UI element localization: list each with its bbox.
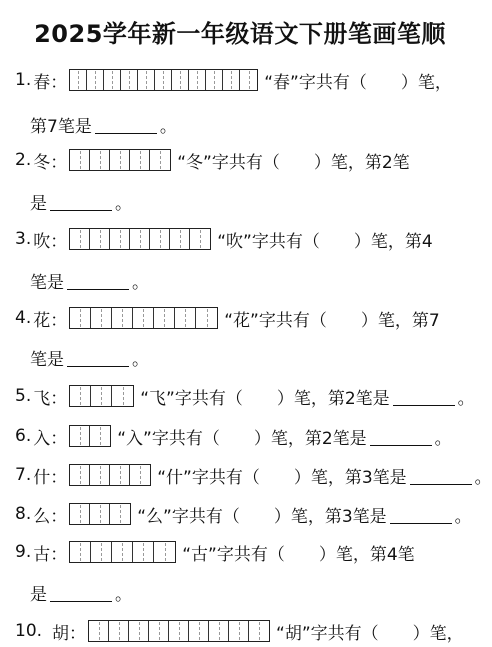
grid-cell [129,621,149,641]
question-text-cont: 笔是 [30,349,64,370]
grid-cell [172,70,189,90]
question-text: “冬”字共有（ ）笔，第2笔 [177,152,410,173]
question-text: “古”字共有（ ）笔，第4笔 [182,544,415,565]
grid-cell [189,621,209,641]
grid-cell [175,308,196,328]
period: 。 [457,388,475,409]
question-number: 10. [15,621,43,641]
grid-cell [190,229,210,249]
question-10 [15,617,464,645]
period: 。 [132,349,149,370]
grid-cell [70,386,91,406]
colon: ： [50,428,68,449]
question-char: 什 [33,467,51,488]
grid-cell [154,542,175,562]
question-7 [15,461,492,489]
stroke-grid[interactable] [69,228,211,250]
question-char: 么 [33,506,51,527]
grid-cell [112,542,133,562]
question-char: 古 [33,544,51,565]
answer-blank[interactable] [390,505,452,524]
colon: ： [50,231,68,252]
stroke-grid[interactable] [69,541,176,563]
grid-cell [70,542,91,562]
question-3 [15,225,433,253]
grid-cell [189,70,206,90]
colon: ： [50,388,68,409]
question-text: “什”字共有（ ）笔，第3笔是 [157,467,407,488]
question-text: “么”字共有（ ）笔，第3笔是 [137,506,387,527]
grid-cell [70,504,90,524]
grid-cell [87,70,104,90]
colon: ： [50,506,68,527]
grid-cell [223,70,240,90]
question-number: 9. [15,542,32,562]
colon: ： [50,152,68,173]
question-number: 4. [15,308,32,328]
stroke-grid[interactable] [69,503,131,525]
question-text: “花”字共有（ ）笔，第7 [224,310,440,331]
question-text: “飞”字共有（ ）笔，第2笔是 [140,388,390,409]
grid-cell [109,621,129,641]
grid-cell [112,308,133,328]
stroke-grid[interactable] [69,69,258,91]
stroke-grid[interactable] [69,385,134,407]
answer-blank[interactable] [95,115,157,134]
grid-cell [121,70,138,90]
stroke-grid[interactable] [69,307,218,329]
answer-blank[interactable] [50,192,112,211]
period: 。 [454,506,472,527]
grid-cell [104,70,121,90]
question-number: 3. [15,229,32,249]
question-text: “入”字共有（ ）笔，第2笔是 [117,428,367,449]
question-2 [15,146,410,174]
grid-cell [70,70,87,90]
question-text: “胡”字共有（ ）笔， [276,623,464,644]
question-1-cont [30,110,177,138]
grid-cell [169,621,189,641]
grid-cell [229,621,249,641]
grid-cell [70,150,90,170]
colon: ： [50,310,68,331]
grid-cell [90,229,110,249]
grid-cell [150,229,170,249]
grid-cell [240,70,257,90]
answer-blank[interactable] [370,427,432,446]
stroke-grid[interactable] [69,425,111,447]
grid-cell [91,308,112,328]
grid-cell [130,229,150,249]
question-char: 春 [33,72,51,93]
question-char: 冬 [33,152,51,173]
grid-cell [70,229,90,249]
answer-blank[interactable] [410,466,472,485]
question-3-cont [30,266,149,294]
grid-cell [91,386,112,406]
question-text-cont: 笔是 [30,272,64,293]
question-9-cont [30,578,132,606]
grid-cell [112,386,133,406]
answer-blank[interactable] [67,271,129,290]
colon: ： [50,72,68,93]
grid-cell [133,308,154,328]
question-text: “吹”字共有（ ）笔，第4 [217,231,433,252]
period: 。 [115,193,132,214]
stroke-grid[interactable] [88,620,270,642]
question-char: 吹 [33,231,51,252]
grid-cell [149,621,169,641]
question-number: 1. [15,70,32,90]
page-title: 2025学年新一年级语文下册笔画笔顺 [34,20,446,48]
question-6 [15,422,452,450]
question-char: 飞 [33,388,51,409]
stroke-grid[interactable] [69,149,171,171]
grid-cell [110,504,130,524]
grid-cell [90,504,110,524]
grid-cell [154,308,175,328]
question-1 [15,66,452,94]
question-char: 胡 [52,623,70,644]
question-text-cont: 第7笔是 [30,116,92,137]
grid-cell [138,70,155,90]
grid-cell [70,465,90,485]
grid-cell [90,465,110,485]
question-5 [15,382,475,410]
grid-cell [90,150,110,170]
question-4 [15,304,440,332]
period: 。 [434,428,452,449]
question-text-cont: 是 [30,584,47,605]
answer-blank[interactable] [67,348,129,367]
grid-cell [89,621,109,641]
question-text: “春”字共有（ ）笔， [264,72,452,93]
grid-cell [133,542,154,562]
colon: ： [50,467,68,488]
grid-cell [110,229,130,249]
question-number: 6. [15,426,32,446]
grid-cell [170,229,190,249]
question-number: 2. [15,150,32,170]
grid-cell [209,621,229,641]
grid-cell [90,426,110,446]
period: 。 [159,116,177,137]
question-9 [15,538,415,566]
grid-cell [70,308,91,328]
question-char: 入 [33,428,51,449]
grid-cell [70,426,90,446]
stroke-grid[interactable] [69,464,151,486]
colon: ： [69,623,87,644]
answer-blank[interactable] [50,583,112,602]
question-text-cont: 是 [30,193,47,214]
grid-cell [91,542,112,562]
period: 。 [132,272,149,293]
colon: ： [50,544,68,565]
grid-cell [155,70,172,90]
question-number: 5. [15,386,32,406]
grid-cell [206,70,223,90]
period: 。 [474,467,492,488]
question-number: 8. [15,504,32,524]
question-4-cont [30,343,149,371]
grid-cell [130,150,150,170]
grid-cell [150,150,170,170]
question-8 [15,500,472,528]
question-2-cont [30,187,132,215]
period: 。 [115,584,132,605]
grid-cell [196,308,217,328]
grid-cell [130,465,150,485]
grid-cell [249,621,269,641]
question-char: 花 [33,310,51,331]
grid-cell [110,150,130,170]
answer-blank[interactable] [393,387,455,406]
grid-cell [110,465,130,485]
question-number: 7. [15,465,32,485]
